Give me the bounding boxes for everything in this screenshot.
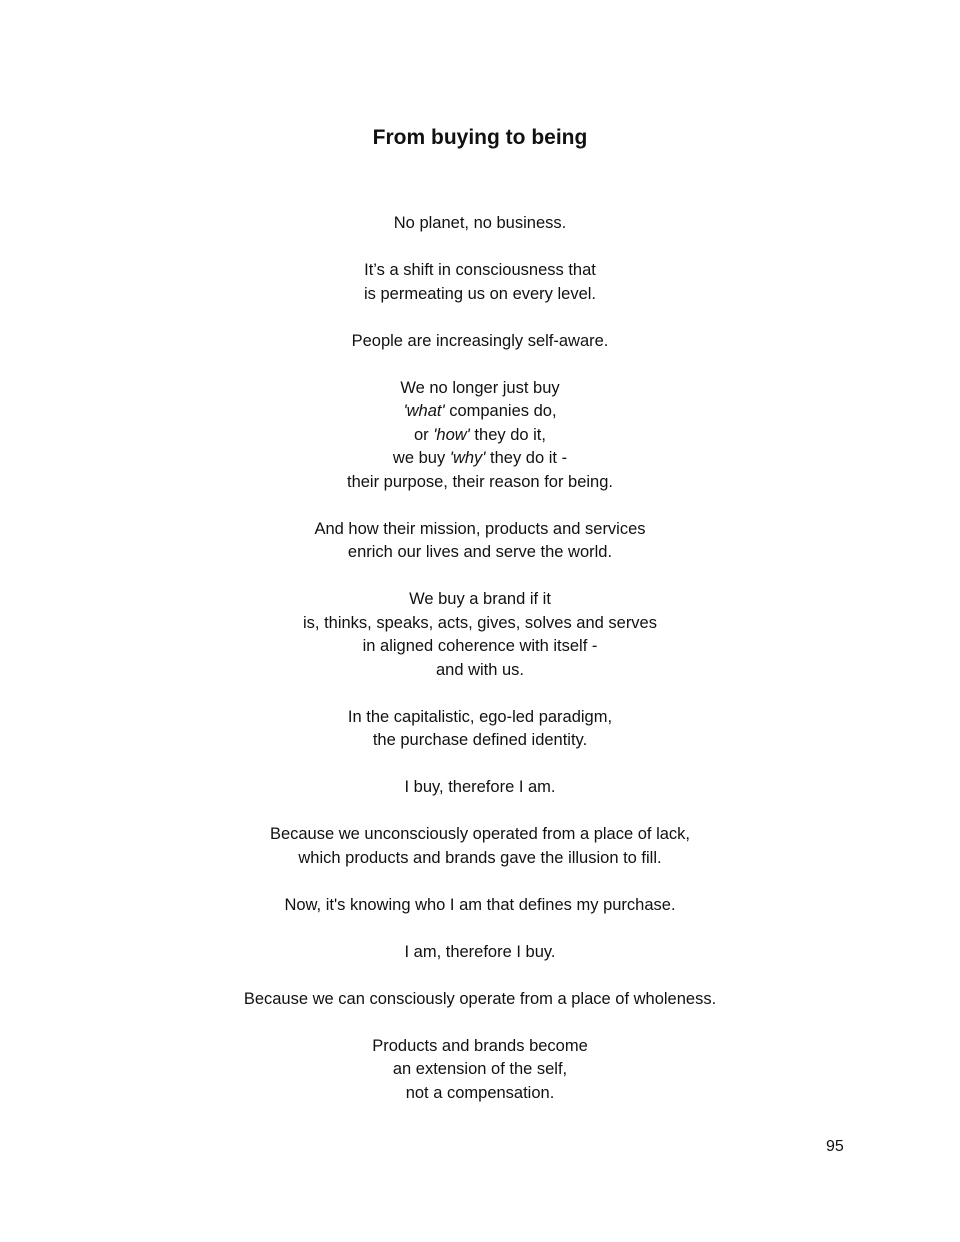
- text-line: [0, 447, 960, 471]
- text-line: Because we unconsciously operated from a place of lack,: [269, 825, 691, 843]
- paragraph: [0, 212, 960, 236]
- italic-emphasis: 'why': [449, 449, 486, 467]
- text-line: We no longer just buy: [400, 378, 560, 397]
- text-line: I am, therefore I buy.: [404, 942, 556, 961]
- text-line: is permeating us on every level.: [363, 284, 597, 303]
- text-line: It’s a shift in consciousness that: [364, 261, 596, 279]
- page-title: From buying to being: [372, 126, 588, 150]
- paragraph: [0, 377, 960, 495]
- text-line: not a compensation.: [405, 1083, 555, 1102]
- paragraph: [0, 776, 960, 800]
- text-segment: we buy: [392, 449, 450, 467]
- text-line: an extension of the self,: [392, 1060, 568, 1078]
- paragraph: [0, 894, 960, 918]
- text-line: the purchase defined identity.: [372, 731, 588, 749]
- text-line: I buy, therefore I am.: [404, 778, 556, 796]
- paragraph: [0, 988, 960, 1012]
- text-line: Now, it's knowing who I am that defines my purchase.: [284, 895, 676, 914]
- text-segment: they do it,: [469, 425, 546, 444]
- text-line: And how their mission, products and services: [314, 519, 646, 538]
- text-segment: companies do,: [444, 402, 557, 420]
- paragraph: [0, 941, 960, 965]
- text-line: In the capitalistic, ego-led paradigm,: [347, 707, 613, 726]
- paragraph: [0, 588, 960, 682]
- text-line: [0, 400, 960, 424]
- text-line: [0, 424, 960, 448]
- text-line: which products and brands gave the illusion to fill.: [298, 848, 662, 867]
- text-line: No planet, no business.: [393, 214, 567, 232]
- text-line: in aligned coherence with itself -: [362, 637, 598, 655]
- paragraph: [0, 1035, 960, 1106]
- paragraph: [0, 330, 960, 354]
- italic-emphasis: 'what': [403, 402, 445, 420]
- italic-emphasis: 'how': [433, 425, 470, 444]
- text-line: Products and brands become: [372, 1036, 588, 1055]
- text-line: is, thinks, speaks, acts, gives, solves and serves: [303, 613, 657, 632]
- text-segment: they do it -: [485, 449, 568, 467]
- paragraph: [0, 518, 960, 565]
- text-line: People are increasingly self-aware.: [351, 331, 609, 350]
- paragraph: [0, 259, 960, 306]
- text-segment: or: [414, 425, 434, 444]
- text-line: their purpose, their reason for being.: [347, 472, 613, 491]
- poem-body: [0, 212, 960, 1129]
- text-line: We buy a brand if it: [409, 590, 551, 608]
- text-line: Because we can consciously operate from a place of wholeness.: [243, 989, 717, 1008]
- paragraph: [0, 706, 960, 753]
- page-number: 95: [826, 1138, 844, 1155]
- paragraph: [0, 823, 960, 870]
- text-line: enrich our lives and serve the world.: [347, 543, 613, 561]
- text-line: and with us.: [435, 660, 525, 679]
